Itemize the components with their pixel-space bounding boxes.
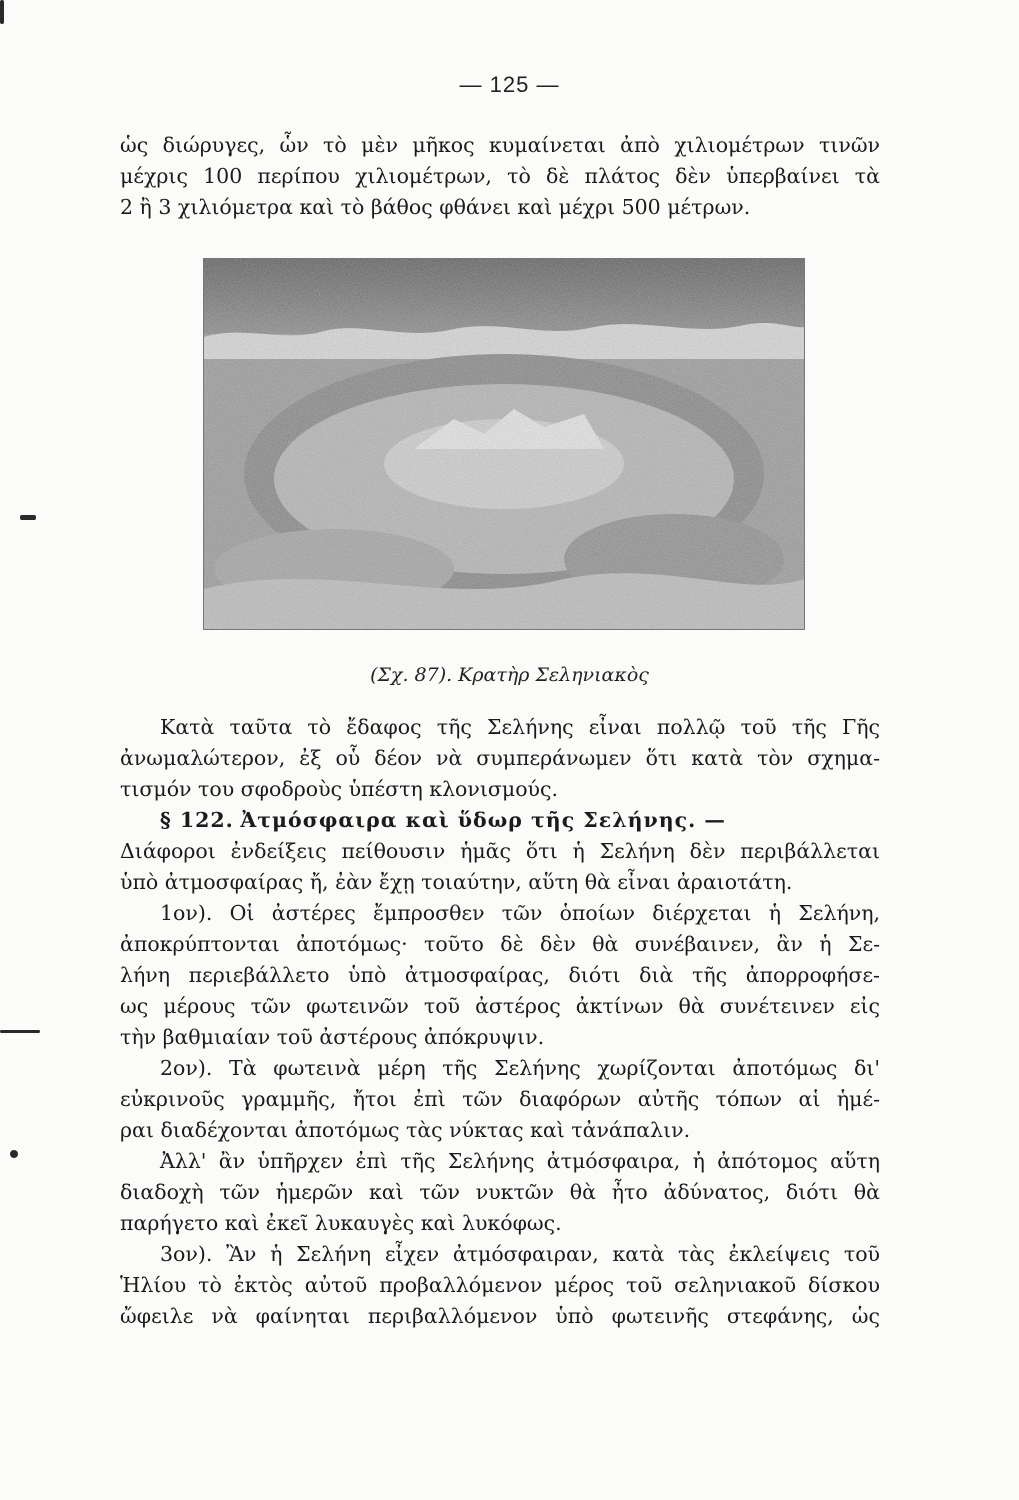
figure-caption: (Σχ. 87). Κρατὴρ Σεληνιακὸς	[370, 664, 649, 686]
section-number: § 122.	[160, 808, 234, 832]
text-line: τὴν βαθμιαίαν τοῦ ἀστέρους ἀπόκρυψιν.	[120, 1025, 545, 1049]
section-heading	[120, 805, 880, 836]
scan-mark	[20, 515, 36, 520]
text-line: παρήγετο καὶ ἐκεῖ λυκαυγὲς καὶ λυκόφως.	[120, 1211, 562, 1235]
text-line: Κατὰ ταῦτα τὸ ἔδαφος τῆς Σελήνης εἶναι πολλῷ τοῦ τῆς Γῆς	[160, 715, 880, 739]
text-line: ὤφειλε νὰ φαίνηται περιβαλλόμενον ὑπὸ φωτεινῆς στεφάνης, ὡς	[120, 1304, 880, 1328]
text-line: 2ον). Τὰ φωτεινὰ μέρη τῆς Σελήνης χωρίζονται ἀποτόμως δι'	[160, 1056, 880, 1080]
text-line: ἀνωμαλώτερον, ἐξ οὗ δέον νὰ συμπεράνωμεν ὅτι κατὰ τὸν σχημα-	[120, 746, 880, 770]
scan-mark	[0, 0, 4, 24]
text-line: ὑπὸ ἀτμοσφαίρας ἤ, ἐὰν ἔχῃ τοιαύτην, αὕτη θὰ εἶναι ἀραιοτάτη.	[120, 870, 793, 894]
scan-mark	[10, 1150, 18, 1158]
lunar-crater-image	[203, 258, 805, 630]
text-line: 3ον). Ἂν ἡ Σελήνη εἶχεν ἀτμόσφαιραν, κατὰ τὰς ἐκλείψεις τοῦ	[160, 1242, 880, 1266]
main-text	[120, 712, 880, 1332]
text-line: λήνη περιεβάλλετο ὑπὸ ἀτμοσφαίρας, διότι διὰ τῆς ἀπορροφήσε-	[120, 963, 880, 987]
text-line: Ἡλίου τὸ ἐκτὸς αὐτοῦ προβαλλόμενον μέρος τοῦ σεληνιακοῦ δίσκου	[120, 1273, 880, 1297]
text-line: ραι διαδέχονται ἀποτόμως τὰς νύκτας καὶ τἀνάπαλιν.	[120, 1118, 691, 1142]
section-title: Ἀτμόσφαιρα καὶ ὕδωρ τῆς Σελήνης. —	[240, 808, 726, 832]
text-line: ὡς διώρυγες, ὧν τὸ μὲν μῆκος κυμαίνεται ἀπὸ χιλιομέτρων τινῶν	[120, 133, 880, 157]
scan-mark	[0, 1030, 40, 1033]
text-line: Διάφοροι ἐνδείξεις πείθουσιν ἡμᾶς ὅτι ἡ Σελήνη δὲν περιβάλλεται	[120, 839, 880, 863]
text-line: 1ον). Οἱ ἀστέρες ἔμπροσθεν τῶν ὁποίων διέρχεται ἡ Σελήνη,	[160, 901, 880, 925]
text-line: τισμόν του σφοδροὺς ὑπέστη κλονισμούς.	[120, 777, 559, 801]
text-line: διαδοχὴ τῶν ἡμερῶν καὶ τῶν νυκτῶν θὰ ἦτο ἀδύνατος, διότι θὰ	[120, 1180, 880, 1204]
top-paragraph	[120, 130, 880, 223]
text-line: 2 ἢ 3 χιλιόμετρα καὶ τὸ βάθος φθάνει καὶ μέχρι 500 μέτρων.	[120, 195, 751, 219]
text-line: Ἀλλ' ἂν ὑπῆρχεν ἐπὶ τῆς Σελήνης ἀτμόσφαιρα, ἡ ἀπότομος αὕτη	[160, 1149, 880, 1173]
page-number: — 125 —	[459, 72, 560, 97]
text-line: μέχρις 100 περίπου χιλιομέτρων, τὸ δὲ πλάτος δὲν ὑπερβαίνει τὰ	[120, 164, 880, 188]
text-line: ἀποκρύπτονται ἀποτόμως· τοῦτο δὲ δὲν θὰ συνέβαινεν, ἂν ἡ Σε-	[120, 932, 880, 956]
text-line: ως μέρους τῶν φωτεινῶν τοῦ ἀστέρος ἀκτίνων θὰ συνέτεινεν εἰς	[120, 994, 880, 1018]
text-line: εὐκρινοῦς γραμμῆς, ἤτοι ἐπὶ τῶν διαφόρων αὐτῆς τόπων αἱ ἡμέ-	[120, 1087, 880, 1111]
